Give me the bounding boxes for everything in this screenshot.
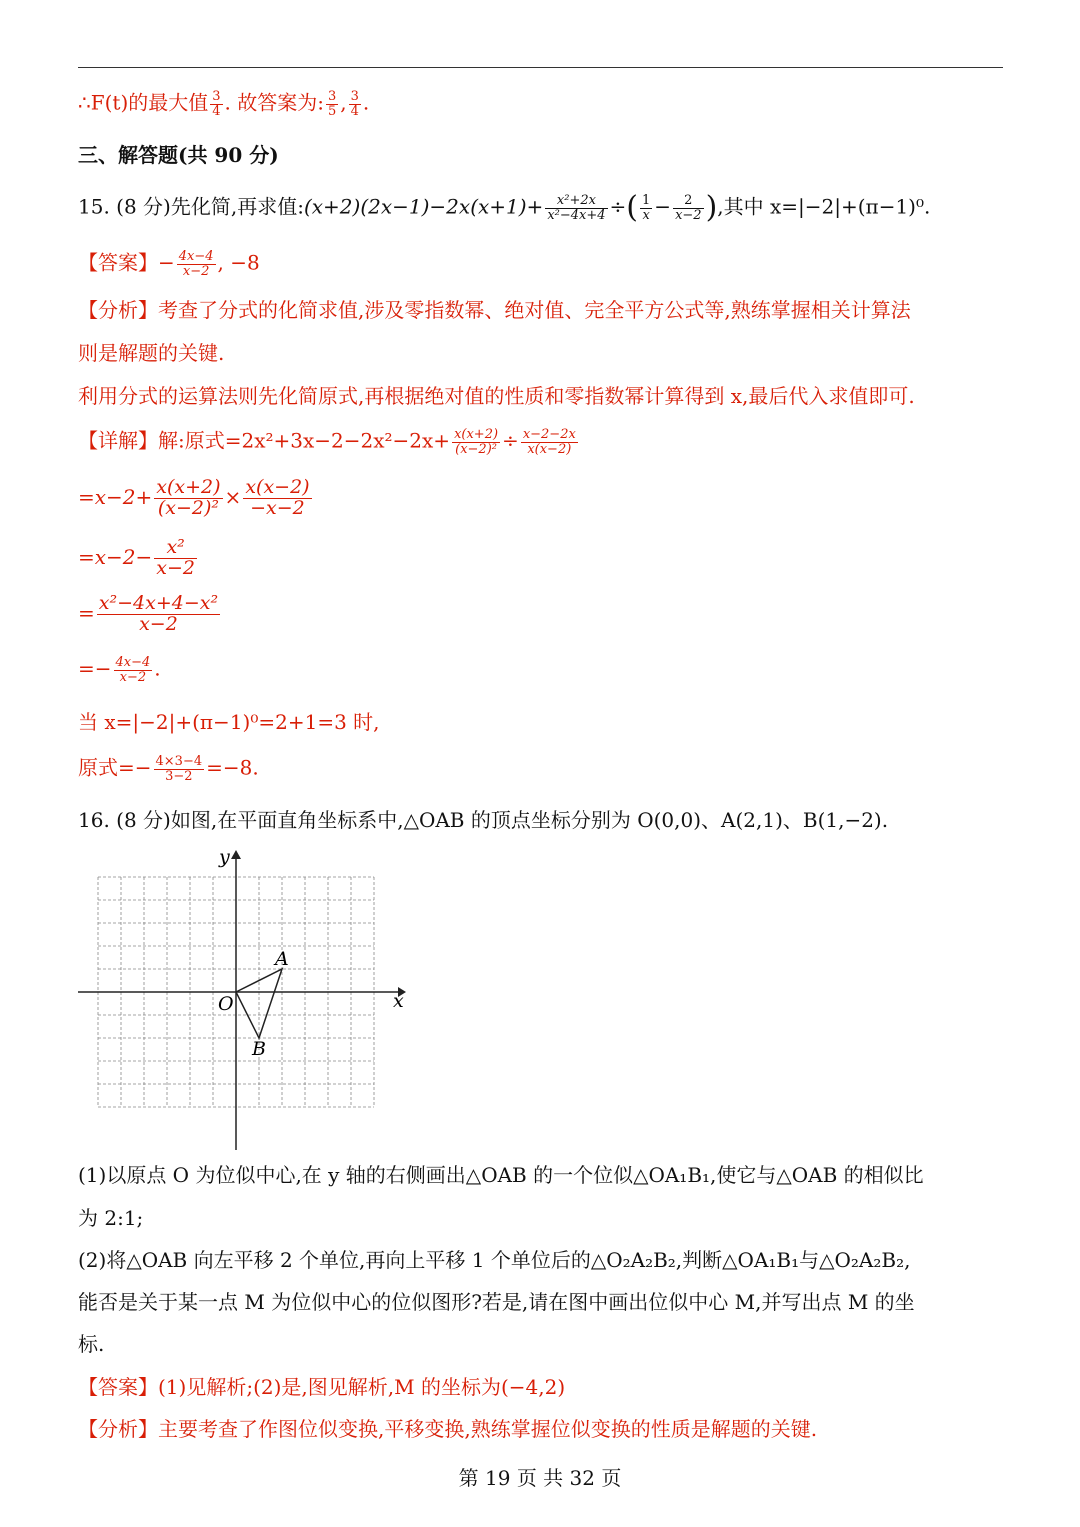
frac-den: x−2 — [182, 263, 210, 279]
frac-num: 1 — [642, 193, 651, 208]
q15-where: ,其中 x=|−2|+(π−1)⁰. — [717, 194, 931, 219]
frac-den: 3−2 — [165, 768, 193, 784]
frac-num: 3 — [350, 89, 359, 104]
frac-num: 2 — [673, 194, 704, 209]
step-lead: =x−2+ — [78, 484, 153, 509]
q16-analysis — [78, 1419, 817, 1439]
section-title: 三、解答题(共 90 分) — [78, 143, 279, 167]
axes — [78, 850, 406, 1150]
detail-frac1 — [452, 428, 500, 456]
div-sign: ÷ — [609, 194, 627, 219]
div-sign: ÷ — [502, 428, 519, 453]
max-fraction — [210, 90, 222, 118]
step-frac — [114, 656, 153, 684]
page-footer: 第 19 页 共 32 页 — [458, 1466, 622, 1490]
step-lead: = — [78, 600, 95, 625]
q16-part2-a: (2)将△OAB 向左平移 2 个单位,再向上平移 1 个单位后的△O₂A₂B₂,判断△OA₁B₁与△O₂A₂B₂, — [78, 1248, 911, 1272]
detail-tag: 【详解】 — [78, 428, 158, 453]
frac-num: 3 — [212, 89, 221, 104]
frac-num: x(x−2) — [245, 476, 310, 498]
detail-lead: 解:原式=2x²+3x−2−2x²−2x+ — [158, 428, 451, 453]
analysis-text: 主要考查了作图位似变换,平移变换,熟练掌握位似变换的性质是解题的关键. — [158, 1417, 818, 1441]
q16-stem-text: 如图,在平面直角坐标系中,△OAB 的顶点坐标分别为 O(0,0)、A(2,1)、B(1,−2). — [170, 808, 889, 832]
comma: , — [340, 90, 347, 115]
q15-result — [78, 755, 259, 783]
q15-detail-1 — [78, 428, 580, 456]
q16-answer — [78, 1377, 565, 1397]
y-axis-label: y — [219, 846, 230, 868]
minus: − — [654, 194, 672, 219]
frac-den: 4 — [212, 103, 221, 119]
step-frac — [154, 538, 197, 579]
frac-den: (x−2)² — [157, 496, 219, 519]
frac-den: x−2 — [119, 669, 147, 685]
frac-num: 4x−4 — [115, 655, 151, 670]
q15-step-5 — [78, 656, 161, 684]
point-b-label: B — [252, 1038, 266, 1060]
q15-when: 当 x=|−2|+(π−1)⁰=2+1=3 时, — [78, 710, 380, 734]
point-a-label: A — [275, 948, 289, 970]
paren-close: ) — [705, 190, 718, 226]
step-lead: =x−2− — [78, 544, 153, 569]
analysis-text: 考查了分式的化简求值,涉及零指数幂、绝对值、完全平方公式等,熟练掌握相关计算法 — [158, 298, 911, 322]
frac-den: x−2 — [139, 612, 178, 635]
q15-stem-text: 先化简,再求值: — [170, 194, 304, 219]
answer-text: (1)见解析;(2)是,图见解析,M 的坐标为(−4,2) — [158, 1375, 566, 1399]
sep-text: . 故答案为: — [224, 90, 324, 115]
q16-part2-b: 能否是关于某一点 M 为位似中心的位似图形?若是,请在图中画出位似中心 M,并写出点 M 的坐 — [78, 1290, 915, 1314]
frac-den: x²−4x+4 — [547, 207, 606, 223]
frac-den: 5 — [327, 103, 337, 119]
y-axis-arrow — [231, 850, 241, 859]
frac-den: (x−2)² — [455, 441, 497, 457]
result-lead: 原式=− — [78, 755, 152, 780]
q16-stem — [78, 810, 888, 830]
frac-num: 4×3−4 — [155, 754, 203, 769]
q15-number: 15. — [78, 194, 110, 219]
q15-analysis-2: 则是解题的关键. — [78, 341, 225, 365]
x-axis-label: x — [393, 990, 404, 1012]
q15-step-3 — [78, 538, 199, 579]
q16-number: 16. — [78, 808, 110, 832]
result-tail: =−8. — [206, 755, 259, 780]
ans2-fraction — [349, 90, 361, 118]
frac-den: x(x−2) — [527, 441, 572, 457]
q15-step-4 — [78, 594, 222, 635]
q15-score: (8 分) — [116, 194, 171, 219]
analysis-tag: 【分析】 — [78, 1417, 158, 1441]
header-rule — [78, 67, 1003, 68]
conclusion-text: ∴F(t)的最大值 — [78, 90, 209, 115]
result-frac — [154, 755, 205, 783]
frac-num: 4x−4 — [178, 249, 214, 264]
frac-den: −x−2 — [250, 496, 305, 519]
frac-den: 4 — [350, 103, 359, 119]
coordinate-grid-figure — [76, 845, 406, 1155]
end-dot: . — [154, 656, 161, 681]
frac-num: x²+2x — [545, 194, 607, 209]
q15-answer — [78, 250, 260, 278]
q15-frac2 — [640, 194, 652, 222]
analysis-tag: 【分析】 — [78, 298, 158, 322]
q15-expr: (x+2)(2x−1)−2x(x+1)+ — [303, 194, 544, 219]
q15-frac1 — [545, 194, 607, 222]
answer-tag: 【答案】 — [78, 1375, 158, 1399]
prev-conclusion — [78, 90, 369, 118]
origin-label: O — [218, 993, 234, 1015]
ans1-fraction — [326, 90, 338, 118]
q15-analysis-1 — [78, 300, 911, 320]
q16-part1-b: 为 2:1; — [78, 1206, 144, 1230]
paren-open: ( — [626, 190, 639, 226]
step-frac1 — [154, 478, 222, 519]
q15-frac3 — [673, 194, 704, 222]
step-frac — [97, 594, 220, 635]
ans-fraction — [177, 250, 216, 278]
q15-stem — [78, 190, 931, 226]
frac-num: x(x+2) — [454, 427, 499, 442]
frac-num: x(x+2) — [156, 476, 221, 498]
times-sign: × — [224, 484, 242, 509]
ans-sign: − — [158, 250, 175, 275]
frac-num: x²−4x+4−x² — [98, 592, 219, 614]
answer-tag: 【答案】 — [78, 250, 158, 275]
frac-num: x² — [154, 538, 197, 559]
frac-num: x−2−2x — [522, 427, 576, 442]
step-lead: =− — [78, 656, 112, 681]
step-frac2 — [243, 478, 311, 519]
q15-step-2 — [78, 478, 314, 519]
q15-analysis-3: 利用分式的运算法则先化简原式,再根据绝对值的性质和零指数幂计算得到 x,最后代入求值即可. — [78, 384, 915, 408]
frac-num: 3 — [327, 89, 337, 104]
frac-den: x−2 — [156, 556, 196, 579]
q16-part1-a: (1)以原点 O 为位似中心,在 y 轴的右侧画出△OAB 的一个位似△OA₁B₁,使它与△OAB 的相似比 — [78, 1163, 924, 1187]
detail-frac2 — [521, 428, 578, 456]
q16-part2-c: 标. — [78, 1332, 105, 1356]
q16-score: (8 分) — [116, 808, 171, 832]
ans-tail: , −8 — [217, 250, 260, 275]
frac-den: x — [642, 207, 650, 223]
frac-den: x−2 — [675, 207, 702, 223]
end-dot: . — [362, 90, 370, 115]
